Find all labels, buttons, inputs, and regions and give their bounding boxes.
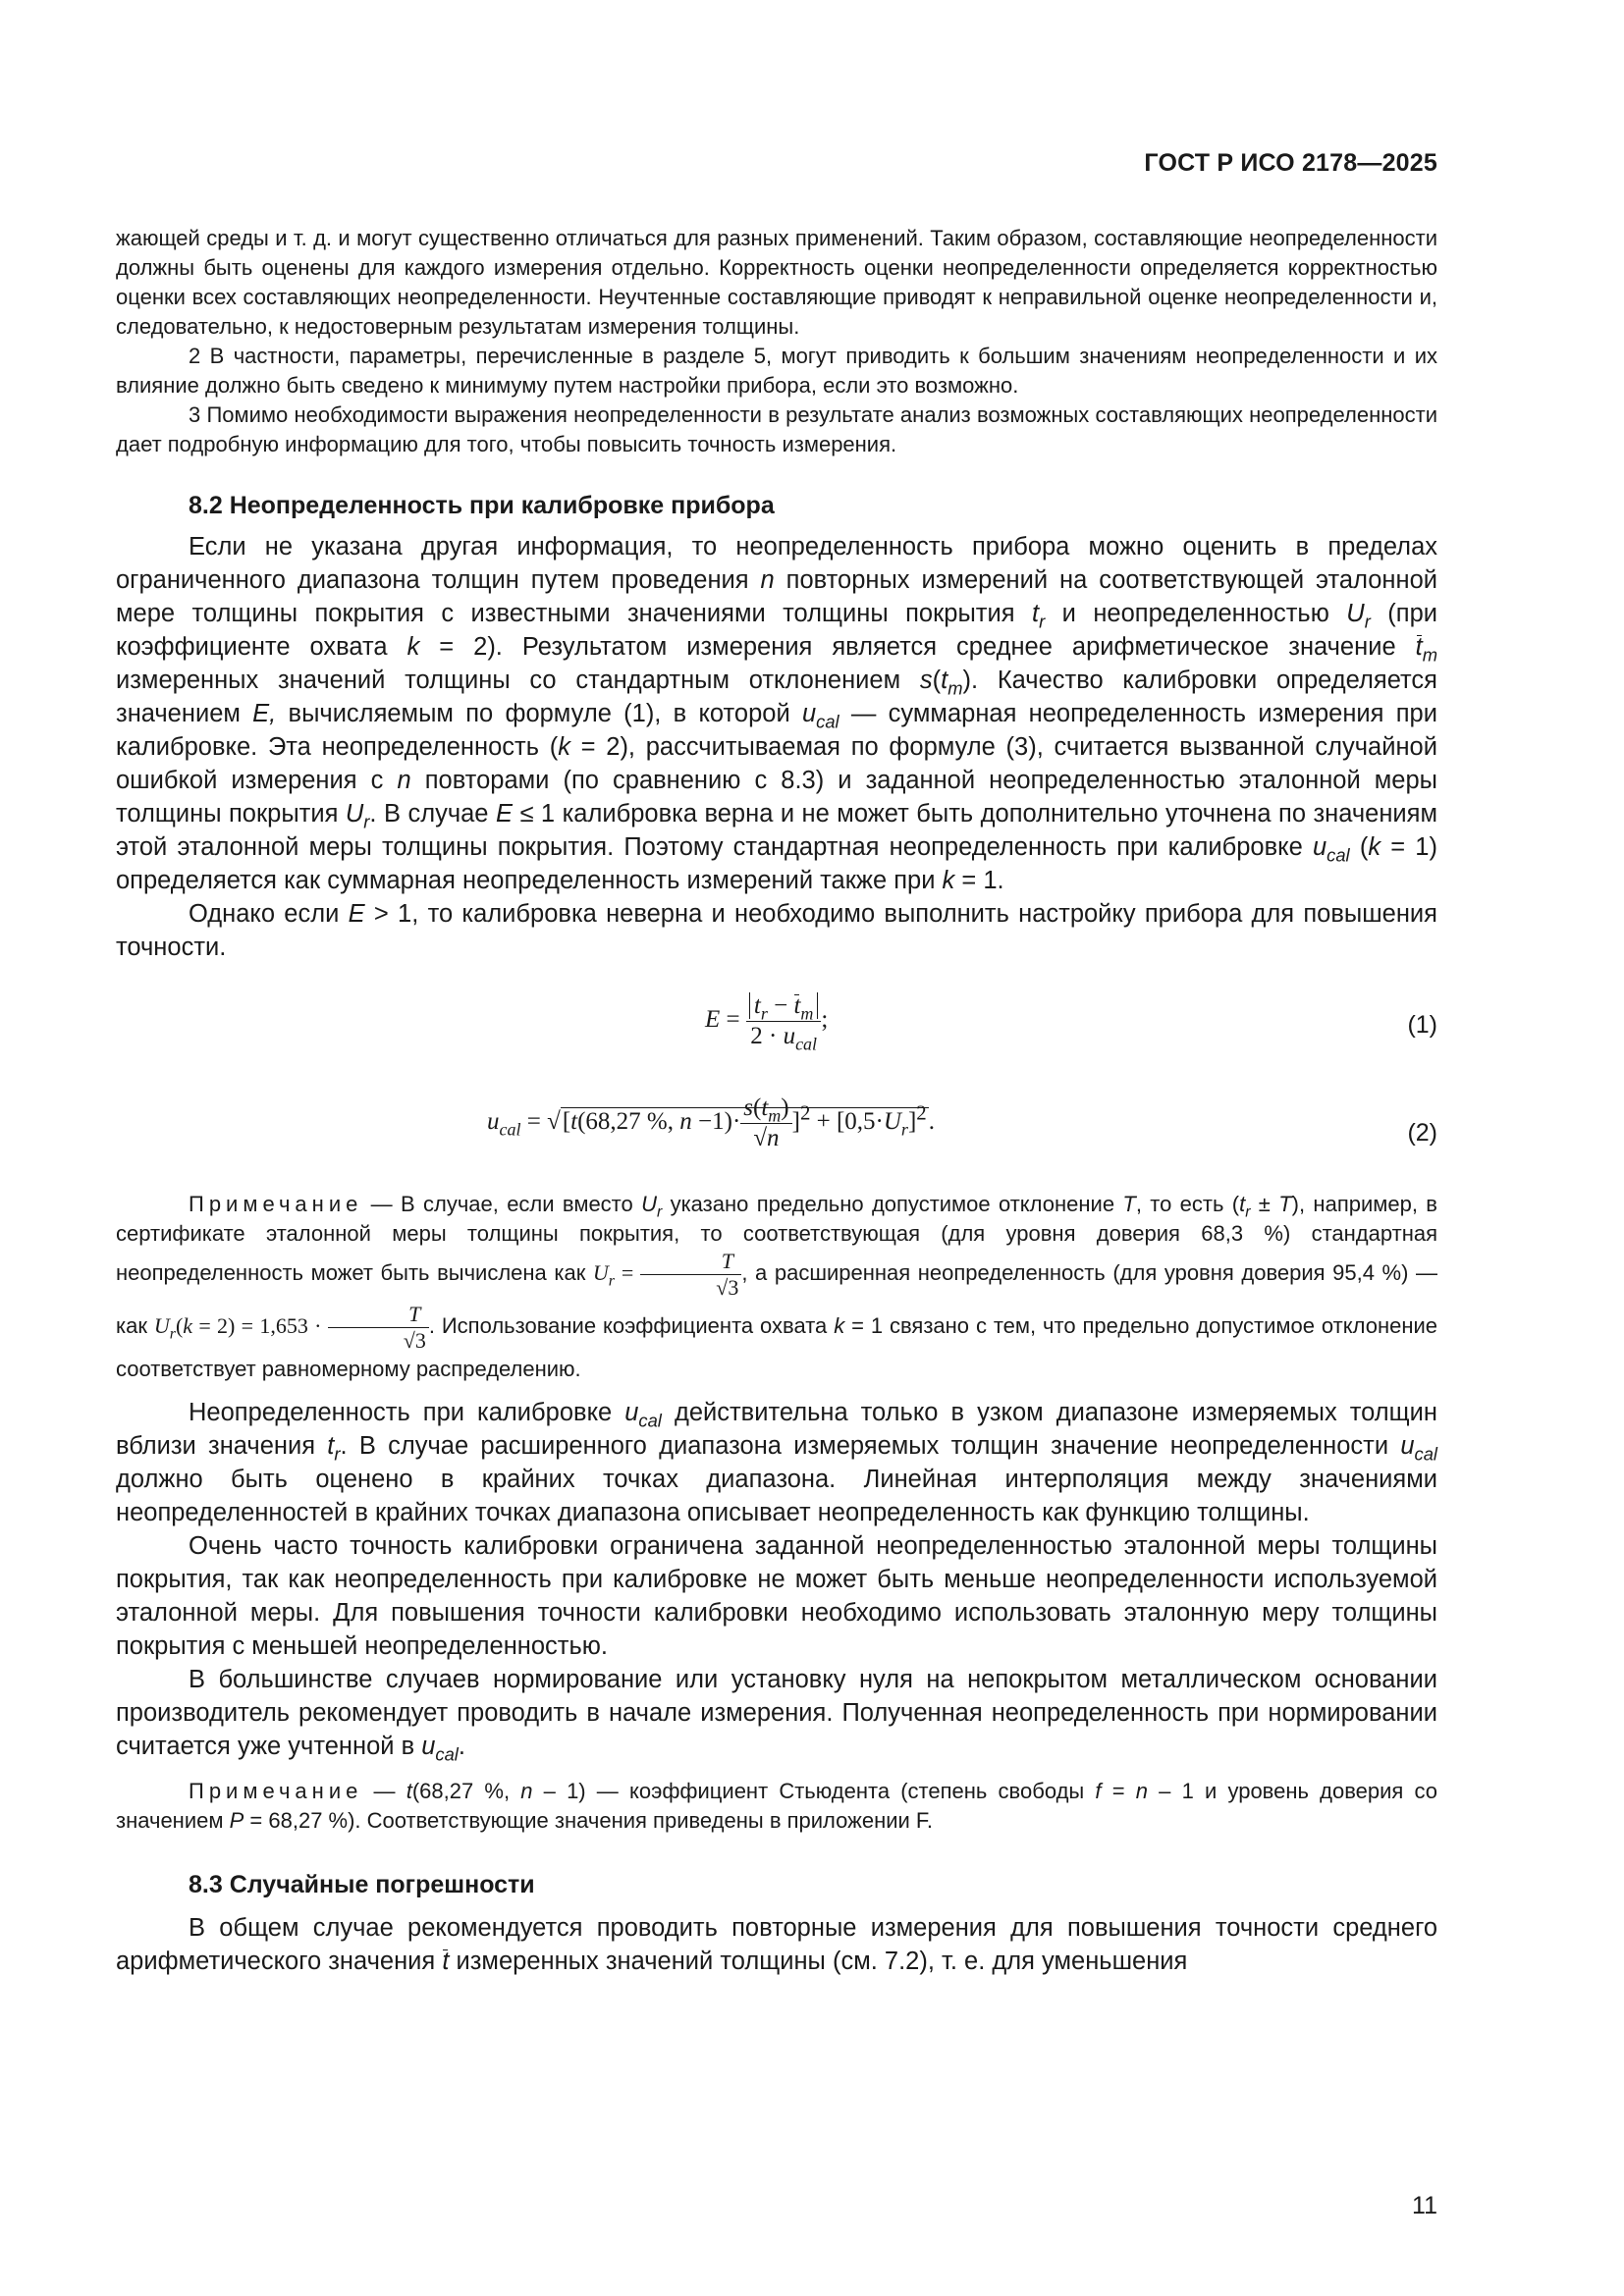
paragraph-2: Однако если E > 1, то калибровка неверна и необходимо выполнить настройку прибора для повышения точности.	[116, 900, 1437, 961]
formula-2-expression: $u_{cal} = √[t(68,27$ %, n −1)· $\frac{s(t_m)}{√n}$ ]$^2 + [0,5\cdot U_r]^2$.	[487, 1095, 935, 1151]
formula-1	[116, 989, 1437, 1072]
note-2-block	[116, 1777, 1437, 1836]
notes-block	[116, 224, 1437, 459]
note-continuation: жающей среды и т. д. и могут существенно отличаться для разных применений. Таким образом, составляющие неопределенности должны быть оценены для каждого измерения отдельно. Корректность оценки неопределенности определяется корректностью оценки всех составляющих неопределенности. Неучтенные составляющие приводят к неправильной оценке неопределенности и, следовательно, к недостоверным результатам измерения толщины.	[116, 226, 1437, 339]
formula-1-number: (1)	[1407, 1011, 1437, 1039]
formula-2-number: (2)	[1407, 1119, 1437, 1147]
formula-2	[116, 1082, 1437, 1180]
note-1-block	[116, 1190, 1437, 1384]
section-8-2-body	[116, 530, 1437, 964]
section-heading-8-3: 8.3 Случайные погрешности	[189, 1870, 535, 1898]
paragraph-3: Неопределенность при калибровке $u_{cal}$ действительна только в узком диапазоне измеряемых толщин вблизи значения $t_r$. В случае расширенного диапазона измеряемых толщин значение неопределенности $u_{cal}$ должно быть оценено в крайних точках диапазона. Линейная интерполяция между значениями неопределенностей в крайних точках диапазона описывает неопределенность как функцию толщины.	[116, 1398, 1437, 1526]
note-2-student: Примечание — t(68,27 %, n – 1) — коэффициент Стьюдента (степень свободы f = n – 1 и уровень доверия со значением P = 68,27 %). Соответствующие значения приведены в приложении F.	[116, 1778, 1437, 1833]
paragraph-4: Очень часто точность калибровки ограничена заданной неопределенностью эталонной меры толщины покрытия, так как неопределенность при калибровке не может быть меньше неопределенности используемой эталонной меры. Для повышения точности калибровки необходимо использовать эталонную меру толщины покрытия с меньшей неопределенностью.	[116, 1531, 1437, 1660]
paragraph-8-3-1: В общем случае рекомендуется проводить повторные измерения для повышения точности среднего арифметического значения t измеренных значений толщины (см. 7.2), т. е. для уменьшения	[116, 1913, 1437, 1975]
note-3: 3 Помимо необходимости выражения неопределенности в результате анализ возможных составляющих неопределенности дает подробную информацию для того, чтобы повысить точность измерения.	[116, 402, 1437, 456]
note-2: 2 В частности, параметры, перечисленные в разделе 5, могут приводить к большим значениям неопределенности и их влияние должно быть сведено к минимуму путем настройки прибора, если это возможно.	[116, 344, 1437, 398]
formula-1-expression: E = $\frac{t_r - t_m}{2 \cdot u_{cal}}$ ;	[705, 992, 829, 1054]
paragraph-5: В большинстве случаев нормирование или установку нуля на непокрытом металлическом основании производитель рекомендует проводить в начале измерения. Полученная неопределенность при нормировании считается уже учтенной в $u_{cal}$.	[116, 1665, 1437, 1764]
page-number: 11	[1412, 2192, 1437, 2219]
section-heading-8-2: 8.2 Неопределенность при калибровке прибора	[189, 492, 775, 519]
document-header: ГОСТ Р ИСО 2178—2025	[1144, 149, 1437, 177]
paragraph-1: Если не указана другая информация, то неопределенность прибора можно оценить в пределах ограниченного диапазона толщин путем проведения n повторных измерений на соответствующей эталонной мере толщины покрытия с известными значениями толщины покрытия $t_r$ и неопределенностью $U_r$ (при коэффициенте охвата k = 2). Результатом измерения является среднее арифметическое значение $t_m$ измеренных значений толщины со стандартным отклонением $s(t_m)$. Качество калибровки определяется значением E, вычисляемым по формуле (1), в которой $u_{cal}$ — суммарная неопределенность измерения при калибровке. Эта неопределенность (k = 2), рассчитываемая по формуле (3), считается вызванной случайной ошибкой измерения с n повторами (по сравнению с 8.3) и заданной неопределенностью эталонной меры толщины покрытия $U_r$. В случае E ≤ 1 калибровка верна и не может быть дополнительно уточнена по значениям этой эталонной меры толщины покрытия. Поэтому стандартная неопределенность при калибровке $u_{cal}$ (k = 1) определяется как суммарная неопределенность измерений также при k = 1.	[116, 533, 1438, 894]
note-1: Примечание — В случае, если вместо $U_r$ указано предельно допустимое отклонение T, то есть $(t_r \pm T)$, например, в сертификате эталонной меры толщины покрытия, то соответствующая (для уровня доверия 68,3 %) стандартная неопределенность может быть вычислена как $U_r$ = $\frac{T}{√3}$ , а расширенная неопределенность (для уровня доверия 95,4 %) — как $U_r(k = 2) = 1,653$ · $\frac{T}{√3}$ . Использование коэффициента охвата k = 1 связано с тем, что предельно допустимое отклонение соответствует равномерному распределению.	[116, 1192, 1438, 1381]
section-8-3-body	[116, 1911, 1437, 1978]
section-8-2-body-cont	[116, 1396, 1437, 1763]
page-content	[116, 224, 1437, 1978]
